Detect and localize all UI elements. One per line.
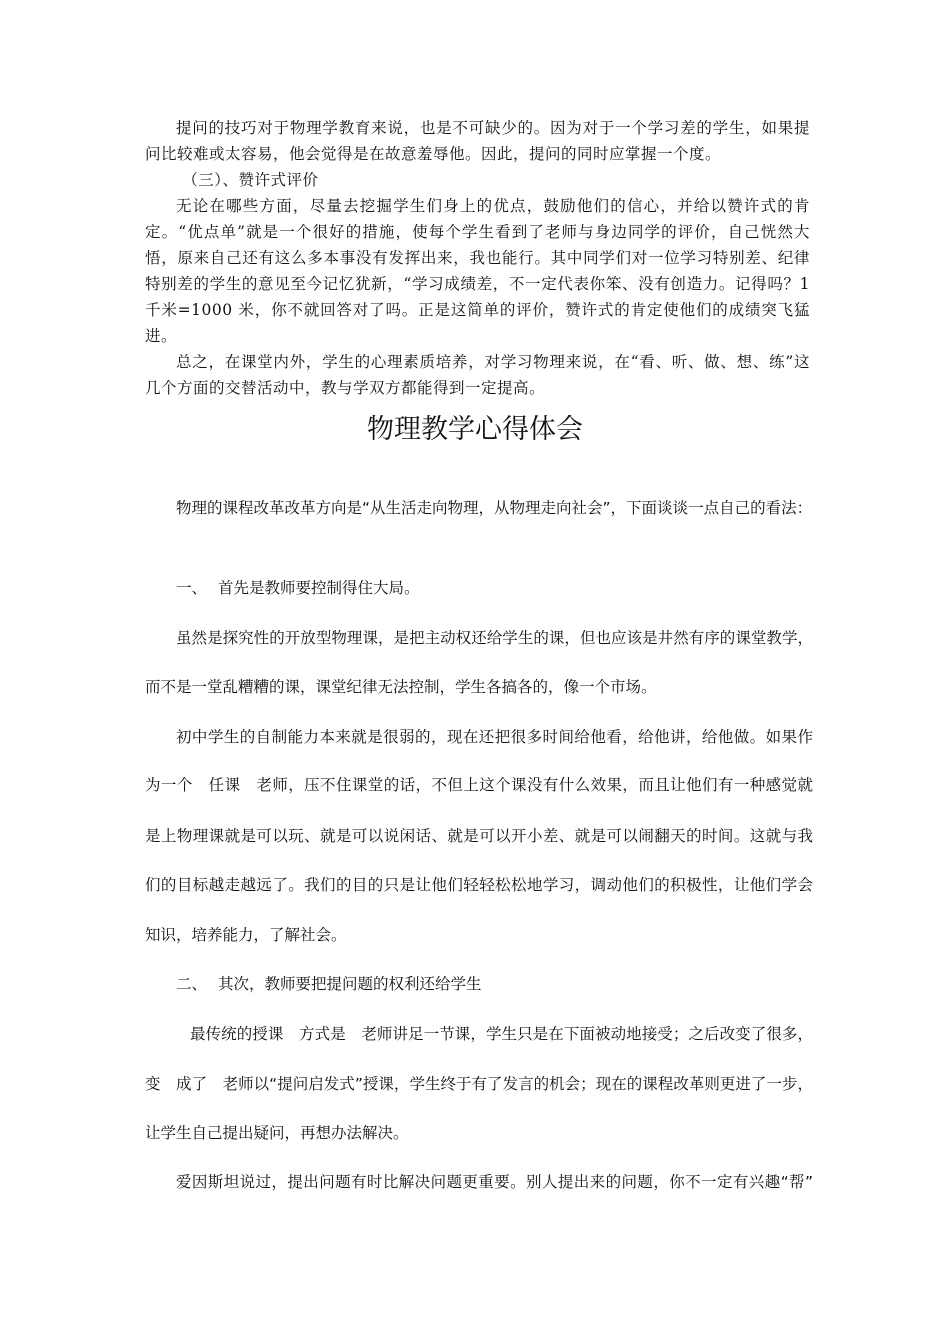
- heading-two-text: 其次，教师要把提问题的权利还给学生: [218, 975, 482, 993]
- text-line: 让学生自己提出疑问，再想办法解决。: [145, 1124, 409, 1142]
- heading-two: [176, 972, 813, 996]
- intro-paragraph: 物理的课程改革改革方向是“从生活走向物理，从物理走向社会”，下面谈谈一点自己的看法：: [176, 499, 813, 517]
- text-line: 初中学生的自制能力本来就是很弱的，现在还把很多时间给他看，给他讲，给他做。如果作: [176, 728, 813, 746]
- text-line: 知识，培养能力，了解社会。: [145, 926, 347, 944]
- upper-section: [145, 115, 810, 401]
- text-line: 为一个 任课 老师，压不住课堂的话，不但上这个课没有什么效果，而且让他们有一种感觉就: [145, 776, 813, 794]
- text-line: 变 成了 老师以“提问启发式”授课，学生终于有了发言的机会；现在的课程改革则更进了一步，: [145, 1075, 813, 1093]
- text-line: 虽然是探究性的开放型物理课，是把主动权还给学生的课，但也应该是井然有序的课堂教学，: [176, 629, 813, 647]
- heading-one-text: 首先是教师要控制得住大局。: [218, 579, 420, 597]
- text-line: 而不是一堂乱糟糟的课，课堂纪律无法控制，学生各搞各的，像一个市场。: [145, 678, 657, 696]
- heading-one-number: 一、: [176, 579, 208, 597]
- text-line: 是上物理课就是可以玩、就是可以说闲话、就是可以开小差、就是可以闹翻天的时间。这就与我: [145, 827, 813, 845]
- subheading-praise-evaluation: （三）、赞许式评价: [182, 171, 319, 189]
- paragraph-summary: 总之，在课堂内外，学生的心理素质培养，对学习物理来说，在“看、听、做、想、练”这几个方面的交替活动中，教与学双方都能得到一定提高。: [145, 353, 810, 397]
- paragraph-praise: 无论在哪些方面，尽量去挖掘学生们身上的优点，鼓励他们的信心，并给以赞许式的肯定。“优点单”就是一个很好的措施，使每个学生看到了老师与身边同学的评价，自己恍然大悟，原来自己还有这么多本事没有发挥出来，我也能行。其中同学们对一位学习特别差、纪律特别差的学生的意见至今记忆犹新，“学习成绩差，不一定代表你笨、没有创造力。记得吗？1 千米=1000 米，你不就回答对了吗。正是这简单的评价，赞许式的肯定使他们的成绩突飞猛进。: [145, 197, 810, 345]
- text-line: 最传统的授课 方式是 老师讲足一节课，学生只是在下面被动地接受；之后改变了很多，: [190, 1025, 813, 1043]
- heading-two-number: 二、: [176, 975, 208, 993]
- text-line: 们的目标越走越远了。我们的目的只是让他们轻轻松松地学习，调动他们的积极性，让他们学会: [145, 876, 813, 894]
- paragraph-questioning-skills: 提问的技巧对于物理学教育来说，也是不可缺少的。因为对于一个学习差的学生，如果提问比较难或太容易，他会觉得是在故意羞辱他。因此，提问的同时应掌握一个度。: [145, 119, 810, 163]
- heading-one: [176, 576, 813, 600]
- text-line: 爱因斯坦说过，提出问题有时比解决问题更重要。别人提出来的问题，你不一定有兴趣“帮”: [176, 1173, 813, 1191]
- page-title: 物理教学心得体会: [367, 414, 583, 445]
